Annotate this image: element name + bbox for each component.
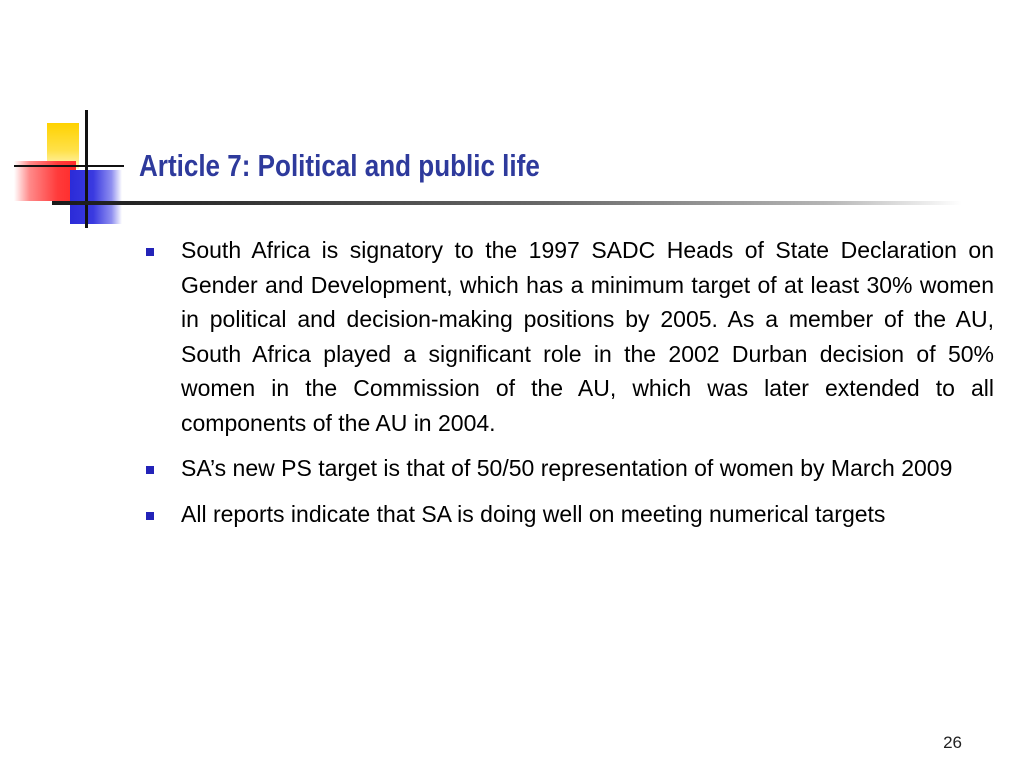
bullet-list [146, 233, 994, 542]
blue-square-decoration [70, 170, 122, 224]
square-bullet-icon [146, 466, 154, 474]
bullet-item [146, 233, 994, 440]
bullet-text: South Africa is signatory to the 1997 SADC Heads of State Declaration on Gender and Development, which has a minimum target of at least 30% women in political and decision-making positions by 2005. As a member of the AU, South Africa played a significant role in the 2002 Durban decision of 50% women in the Commission of the AU, which was later extended to all components of the AU in 2004. [181, 237, 994, 436]
page-number: 26 [943, 733, 962, 752]
square-bullet-icon [146, 512, 154, 520]
red-square-decoration [14, 161, 76, 201]
bullet-text: SA’s new PS target is that of 50/50 representation of women by March 2009 [181, 455, 953, 481]
short-horizontal-rule-decoration [14, 165, 124, 167]
bullet-item [146, 497, 994, 532]
vertical-rule-decoration [85, 110, 88, 228]
square-bullet-icon [146, 248, 154, 256]
slide-title: Article 7: Political and public life [139, 148, 540, 183]
bullet-item [146, 451, 994, 486]
title-underline-rule [52, 201, 962, 205]
bullet-text: All reports indicate that SA is doing well on meeting numerical targets [181, 500, 886, 527]
